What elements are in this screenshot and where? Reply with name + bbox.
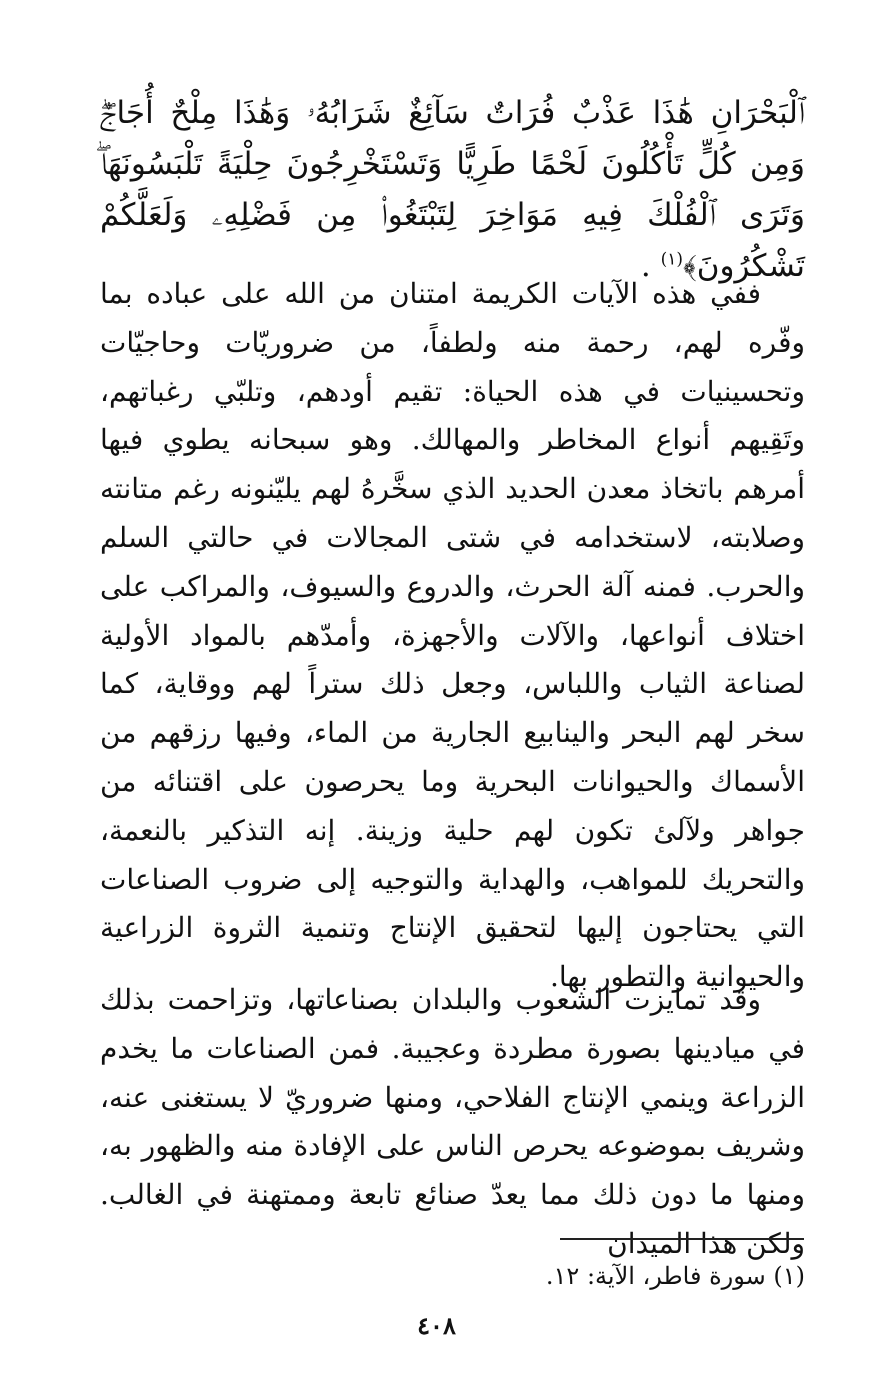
verse-text: ٱلْبَحْرَانِ هَٰذَا عَذْبٌ فُرَاتٌ سَآئِغٌ شَرَابُهُۥ وَهَٰذَا مِلْحٌ أُجَاجٌۖ وَمِن كُلٍّ تَأْكُلُونَ لَحْمًا طَرِيًّا وَتَسْتَخْرِجُونَ حِلْيَةً تَلْبَسُونَهَاۖ وَتَرَى ٱلْفُلْكَ فِيهِ مَوَاخِرَ لِتَبْتَغُوا۟ مِن فَضْلِهِۦ وَلَعَلَّكُمْ تَشْكُرُونَ﴾ <box>100 95 805 284</box>
page-number: ٤٠٨ <box>417 1311 456 1340</box>
footnote-separator <box>560 1238 804 1240</box>
paragraph-1: ففي هذه الآيات الكريمة امتنان من الله على عباده بما وفّره لهم، رحمة منه ولطفاً، من ضروريّات وحاجيّات وتحسينيات في هذه الحياة: تقيم أودهم، وتلبّي رغباتهم، وتَقِيهم أنواع المخاطر والمهالك. وهو سبحانه يطوي فيها أمرهم باتخاذ معدن الحديد الذي سخَّرهُ لهم يليّنونه رغم متانته وصلابته، لاستخدامه في شتى المجالات في حالتي السلم والحرب. فمنه آلة الحرث، والدروع والسيوف، والمراكب على اختلاف أنواعها، والآلات والأجهزة، وأمدّهم بالمواد الأولية لصناعة الثياب واللباس، وجعل ذلك ستراً لهم ووقاية، كما سخر لهم البحر والينابيع الجارية من الماء، وفيها رزقهم من الأسماك والحيوانات البحرية وما يحرصون على اقتنائه من جواهر ولآلئ تكون لهم حلية وزينة. إنه التذكير بالنعمة، والتحريك للمواهب، والهداية والتوجيه إلى ضروب الصناعات التي يحتاجون إليها لتحقيق الإنتاج وتنمية الثروة الزراعية والحيوانية والتطور بها. <box>100 277 805 994</box>
verse-end-mark: . <box>640 248 651 284</box>
quran-verse <box>100 88 805 292</box>
footnote: (١) سورة فاطر، الآية: ١٢. <box>545 1262 805 1290</box>
footnote-reference: (١) <box>660 249 684 270</box>
paragraph-2: وقد تمايزت الشعوب والبلدان بصناعاتها، وتزاحمت بذلك في ميادينها بصورة مطردة وعجيبة. فمن الصناعات ما يخدم الزراعة وينمي الإنتاج الفلاحي، ومنها ضروريّ لا يستغنى عنه، وشريف بموضوعه يحرص الناس على الإفادة منه والظهور به، ومنها ما دون ذلك مما يعدّ صنائع تابعة وممتهنة في الغالب. ولكن هذا الميدان <box>100 983 805 1260</box>
